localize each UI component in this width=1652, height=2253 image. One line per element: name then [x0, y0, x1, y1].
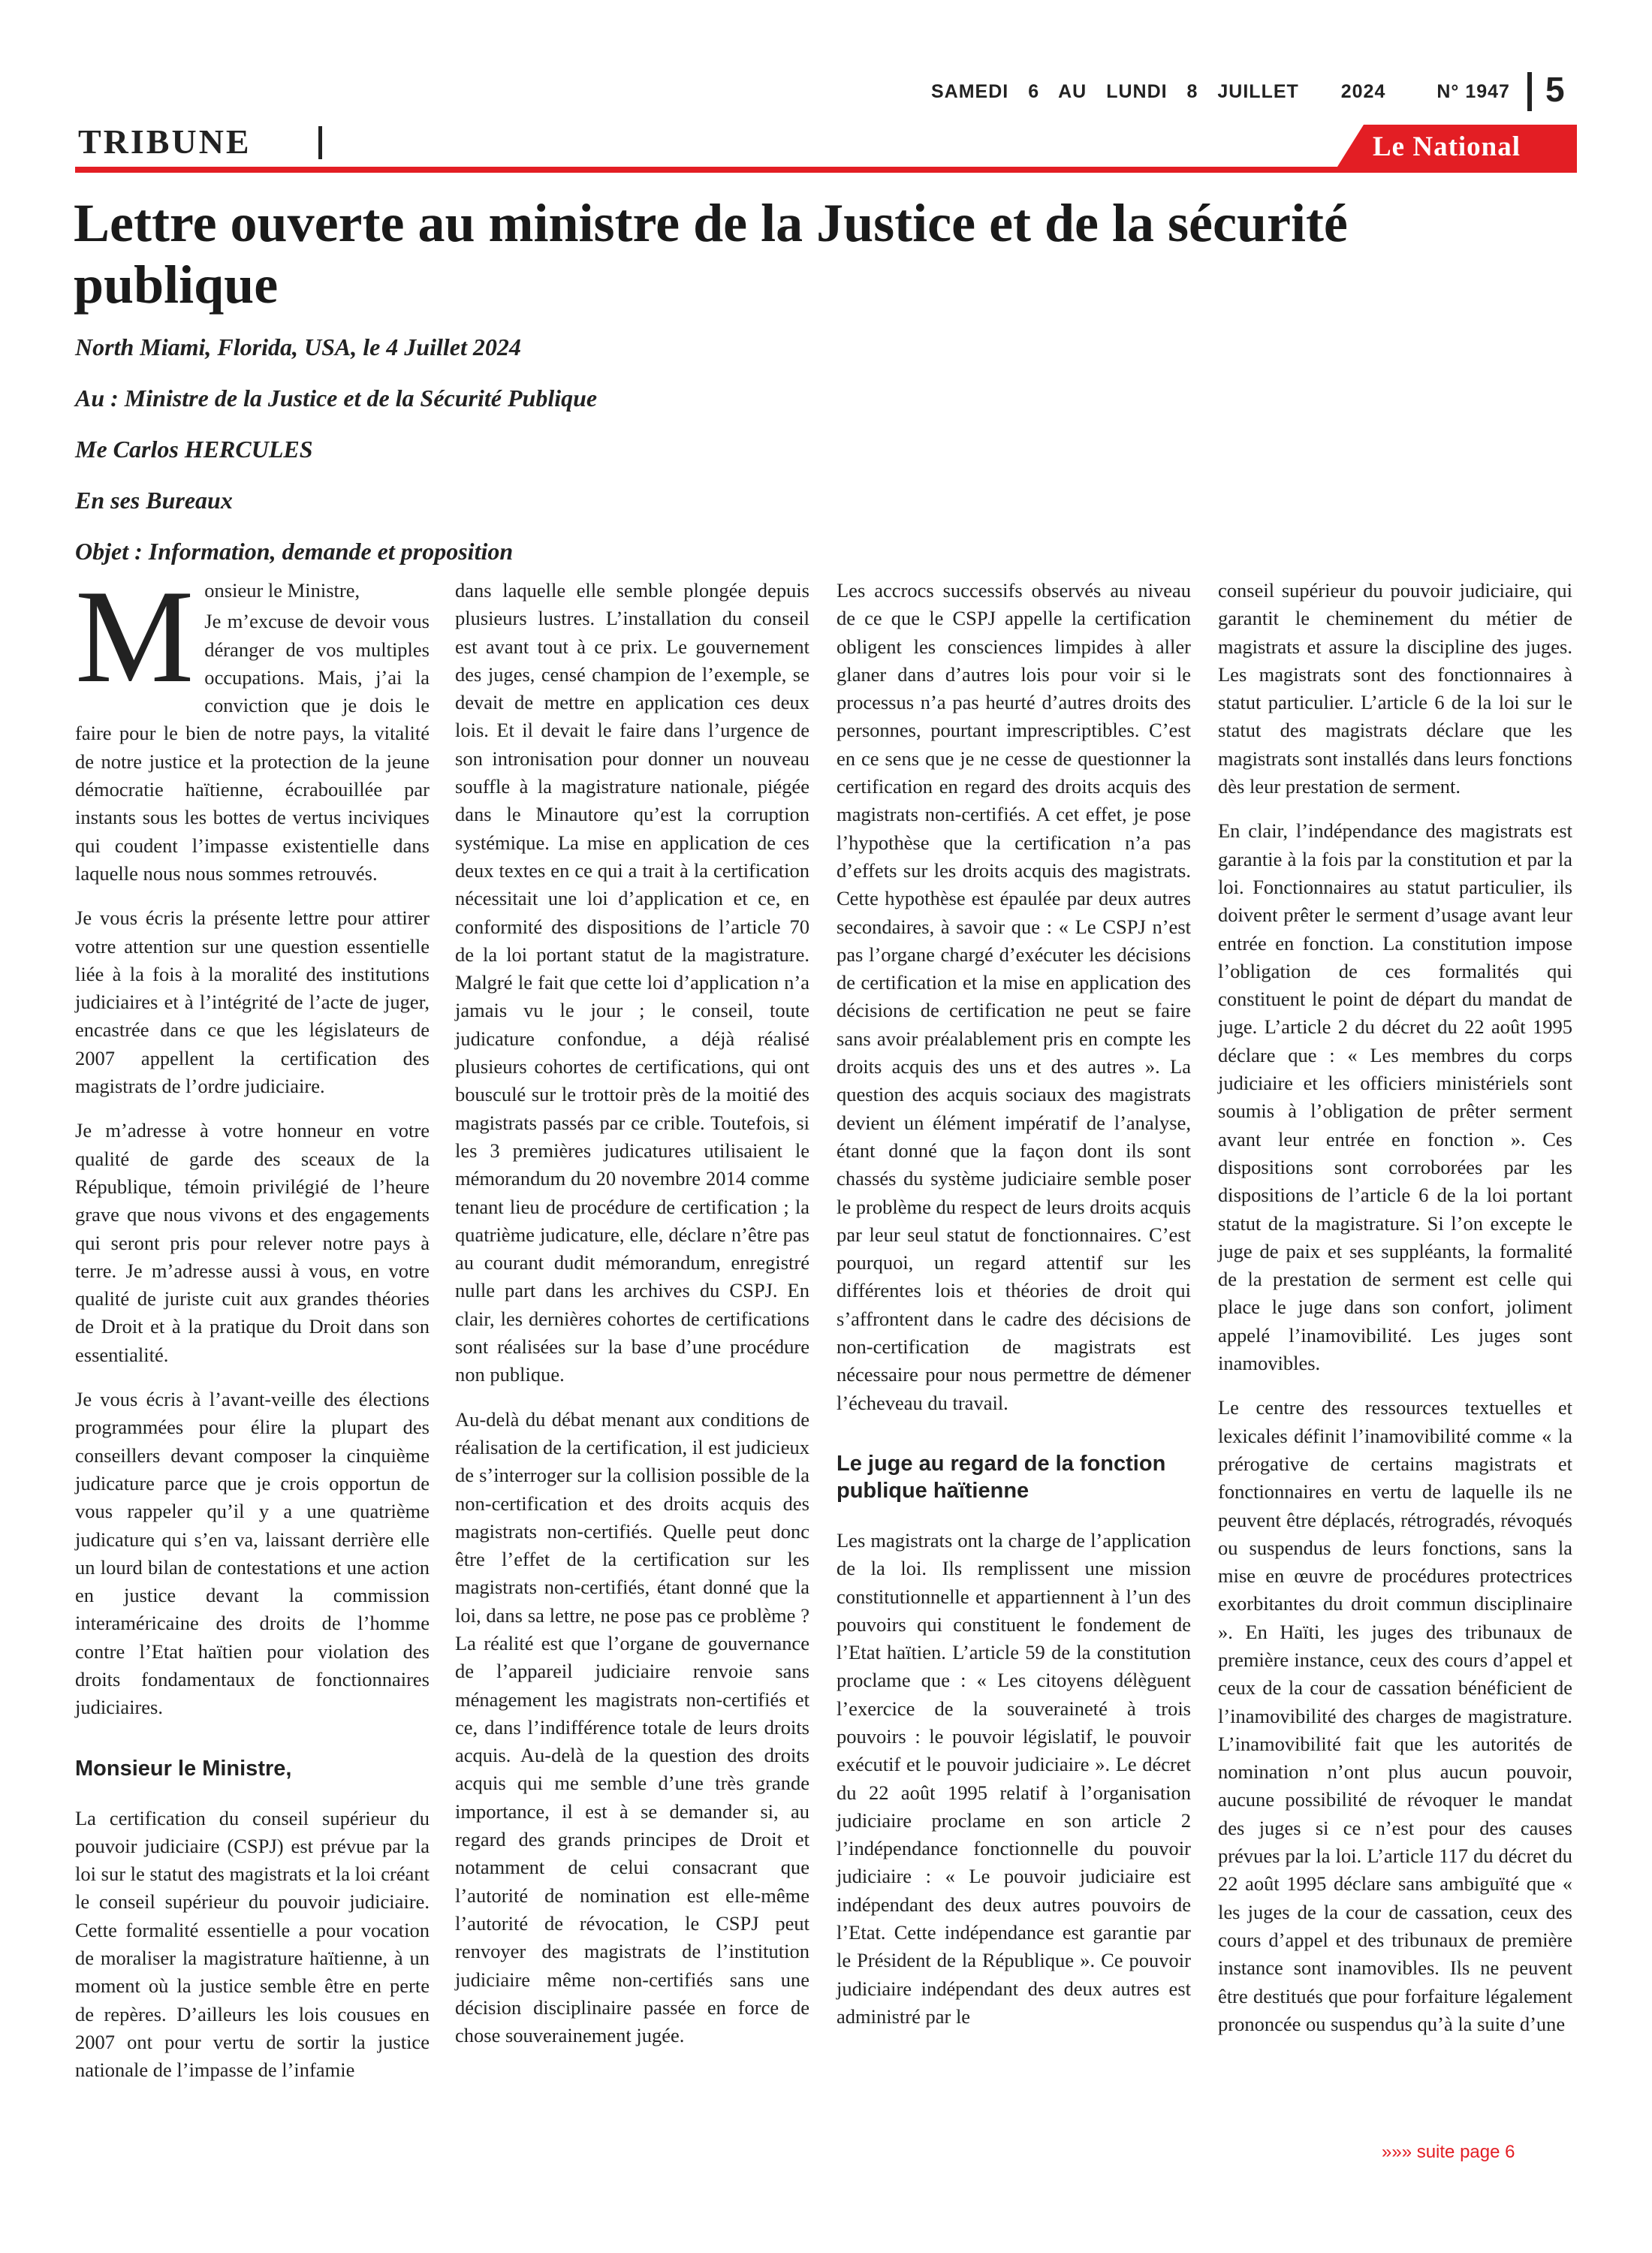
date-part: SAMEDI	[931, 81, 1009, 102]
subheading: Monsieur le Ministre,	[75, 1756, 292, 1781]
date-part: JUILLET	[1217, 81, 1299, 102]
addressee-line: Au : Ministre de la Justice et de la Sécurité Publique	[75, 385, 598, 412]
article-column-3	[837, 577, 1191, 2047]
page-number-divider	[1527, 72, 1532, 111]
date-part: 8	[1186, 81, 1198, 102]
paragraph: Les magistrats ont la charge de l’application de la loi. Ils remplissent une mission constitutionnelle et appartiennent à l’un des pouvoirs qui constituent le fondement de l’Etat haïtien. L’article 59 de la constitution proclame que : « Les citoyens délèguent l’exercice de la souveraineté à trois pouvoirs : le pouvoir législatif, le pouvoir exécutif et le pouvoir judiciaire ». Le décret du 22 août 1995 relatif à l’organisation judiciaire proclame en son article 2 l’indépendance fonctionnelle du pouvoir judiciaire : « Le pouvoir judiciaire est indépendant des deux autres pouvoirs de l’Etat. Cette indépendance est garantie par le Président de la République ». Ce pouvoir judiciaire indépendant des deux autres est administré par le	[837, 1528, 1191, 2028]
subheading: Le juge au regard de la fonction publique haïtienne	[837, 1451, 1166, 1503]
addressee-name: Me Carlos HERCULES	[75, 436, 313, 463]
date-part: AU	[1058, 81, 1087, 102]
continued-on-page: »»» suite page 6	[1382, 2142, 1515, 2162]
paragraph: Au-delà du débat menant aux conditions de réalisation de la certification, il est judicieux de s’interroger sur la collision possible de la non-certification et des droits acquis des magistrats non-certifiés. Quelle peut donc être l’effet de la certification sur les magistrats non-certifiés, étant donné que la loi, dans sa lettre, ne pose pas ce problème ? La réalité est que l’organe de gouvernance de l’appareil judiciaire renvoie sans ménagement les magistrats non-certifiés et ce, dans l’indifférence totale de leurs droits acquis. Au-delà de la question des droits acquis qui me semble d’une très grande importance, il est à se demander si, au regard des grands principes de Droit et notamment de celui consacrant que l’autorité de nomination est elle-même l’autorité de révocation, le CSPJ peut renvoyer des magistrats de l’institution judiciaire même non-certifiés sans une décision disciplinaire passée en force de chose souverainement jugée.	[455, 1407, 809, 2047]
paragraph: Je m’adresse à votre honneur en votre qualité de garde des sceaux de la République, témoin privilégié de l’heure grave que nous vivons et des engagements qui seront pris pour relever notre pays à terre. Je m’adresse aussi à vous, en votre qualité de juriste cuit aux grandes théories de Droit et à la pratique du Droit dans son essentialité.	[75, 1119, 430, 1366]
paragraph: Je m’excuse de devoir vous déranger de vos multiples occupations. Mais, j’ai la conviction que je dois le faire pour le bien de notre pays, la vitalité de notre justice et la protection de la jeune démocratie haïtienne, écrabouillée par instants sous les bottes de vertus inciviques qui coudent l’impasse existentielle dans laquelle nous nous sommes retrouvés.	[75, 610, 430, 885]
section-label: TRIBUNE	[78, 122, 252, 161]
section-divider	[318, 126, 322, 159]
paragraph: Je vous écris à l’avant-veille des élections programmées pour élire la plupart des conseillers devant composer la cinquième judicature parce que je crois opportun de vous rappeler qu’il y a une quatrième judicature qui s’en va, laissant derrière elle un lourd bilan de contestations et une action en justice devant la commission interaméricaine des droits de l’homme contre l’Etat haïtien pour violation des droits fondamentaux de fonctionnaires judiciaires.	[75, 1388, 430, 1719]
page-number: 5	[1545, 70, 1565, 109]
issue-date-line	[931, 81, 1524, 103]
place-date-line: North Miami, Florida, USA, le 4 Juillet 2024	[75, 333, 521, 360]
paragraph: Je vous écris la présente lettre pour attirer votre attention sur une question essentielle liée à la fois à la moralité des institutions judiciaires et à l’intégrité de l’acte de juger, encastrée dans ce que les législateurs de 2007 appellent la certification des magistrats de l’ordre judiciaire.	[75, 906, 430, 1098]
paragraph: Le centre des ressources textuelles et lexicales définit l’inamovibilité comme « la prérogative de certains magistrats et fonctionnaires en vertu de laquelle ils ne peuvent être déplacés, rétrogradés, révoqués ou suspendus de leurs fonctions, sans la mise en œuvre de procédures protectrices exorbitantes du droit commun disciplinaire ». En Haïti, les juges des tribunaux de première instance, ceux des cours d’appel et ceux de la cour de cassation bénéficient de l’inamovibilité des charges de magistrature. L’inamovibilité fait que les autorités de nomination n’ont plus aucun pouvoir, aucune possibilité de révoquer le mandat des juges si ce n’est pour des causes prévues par la loi. L’article 117 du décret du 22 août 1995 déclare sans ambiguïté que « les juges de la cour de cassation, ceux des cours d’appel et des tribunaux de première instance sont inamovibles. Ils ne peuvent être destitués que pour forfaiture légalement prononcée ou suspendus qu’à la suite d’une	[1218, 1396, 1572, 2035]
paragraph: La certification du conseil supérieur du pouvoir judiciaire (CSPJ) est prévue par la loi sur le statut des magistrats et la loi créant le conseil supérieur du pouvoir judiciaire. Cette formalité essentielle a pour vocation de moraliser la magistrature haïtienne, à un moment où la justice semble être en perte de repères. D’ailleurs les lois cousues en 2007 ont pour vertu de sortir la justice nationale de l’impasse de l’infamie	[75, 1806, 430, 2082]
date-part: LUNDI	[1106, 81, 1168, 102]
salutation: onsieur le Ministre,	[204, 579, 360, 602]
issue-number: N° 1947	[1436, 81, 1510, 102]
header-rule	[75, 167, 1577, 173]
date-part: 6	[1028, 81, 1040, 102]
subject-line: Objet : Information, demande et proposition	[75, 538, 514, 565]
paragraph: conseil supérieur du pouvoir judiciaire, qui garantit le cheminement du métier de magistrats et assure la discipline des juges. Les magistrats sont des fonctionnaires à statut particulier. L’article 6 de la loi sur le statut des magistrats déclare que les magistrats sont installés dans leurs fonctions dès leur prestation de serment.	[1218, 579, 1572, 798]
paragraph: En clair, l’indépendance des magistrats est garantie à la fois par la constitution et par la loi. Fonctionnaires au statut particulier, ils doivent prêter le serment d’usage avant leur entrée en fonction. La constitution impose l’obligation de ces formalités qui constituent le point de départ du mandat de juge. L’article 2 du décret du 22 août 1995 déclare que : « Les membres du corps judiciaire et les officiers ministériels sont soumis à l’obligation de prêter serment avant leur entrée en fonction ». Ces dispositions sont corroborées par les dispositions de l’article 6 de la loi portant statut de la magistrature. Si l’on excepte le juge de paix et ses suppléants, la formalité de la prestation de serment est celle qui place le juge dans son confort, joliment appelé l’inamovibilité. Les juges sont inamovibles.	[1218, 819, 1572, 1375]
article-column-2	[455, 577, 809, 2066]
paragraph: dans laquelle elle semble plongée depuis plusieurs lustres. L’installation du conseil est avant tout à ce prix. Le gouvernement des juges, censé champion de l’exemple, se devait de mettre en application ces deux lois. Et il devait le faire dans l’urgence de son intronisation pour donner un nouveau souffle à la magistrature nationale, piégée dans le Minautore qu’est la corruption systémique. La mise en application de ces deux textes en ce qui a trait à la certification nécessitait une loi d’application et ce, en conformité des dispositions de l’article 70 de la loi portant statut de la magistrature. Malgré le fait que cette loi d’application n’a jamais vu le jour ; le conseil, toute judicature confondue, a déjà réalisé plusieurs cohortes de certifications, qui ont bousculé sur le trottoir près de la moitié des magistrats passés par ce crible. Toutefois, si les 3 premières judicatures utilisaient le mémorandum du 20 novembre 2014 comme tenant lieu de procédure de certification ; la quatrième judicature, elle, déclare n’être pas au courant dudit mémorandum, enregistré nulle part dans les archives du CSPJ. En clair, les dernières cohortes de certifications sont réalisées sur la base d’une procédure non publique.	[455, 579, 809, 1386]
addressee-office: En ses Bureaux	[75, 487, 233, 514]
paragraph: Les accrocs successifs observés au niveau de ce que le CSPJ appelle la certification obligent les consciences limpides à aller glaner dans d’autres lois pour voir si le processus n’a pas heurté d’autres droits des personnes, pourtant imprescriptibles. C’est en ce sens que je ne cesse de questionner la certification en regard des droits acquis des magistrats non-certifiés. A cet effet, je pose l’hypothèse que la certification n’a pas d’effets sur les droits acquis des magistrats. Cette hypothèse est épaulée par deux autres secondaires, à savoir que : « Le CSPJ n’est pas l’organe chargé d’exécuter les décisions de certification et la mise en application des décisions de certification ne peut se faire sans avoir préalablement pris en compte les droits acquis des uns et des autres ». La question des acquis sociaux des magistrats devient un élément impératif de l’analyse, étant donné que la façon dont ils sont chassés du système judiciaire semble poser le problème du respect de leurs droits acquis par leur seul statut de fonctionnaires. C’est pourquoi, un regard attentif sur les différentes lois et théories de droit qui s’affrontent dans le cadre des décisions de non-certification de magistrats est nécessaire pour nous permettre de démener l’écheveau du travail.	[837, 579, 1191, 1414]
brand-name: Le National	[1373, 131, 1521, 162]
article-title: Lettre ouverte au ministre de la Justice et de la sécurité publique	[74, 193, 1348, 315]
drop-cap: M	[75, 562, 194, 710]
article-column-1	[75, 562, 430, 2101]
article-column-4	[1218, 577, 1572, 2055]
date-part: 2024	[1340, 81, 1386, 102]
